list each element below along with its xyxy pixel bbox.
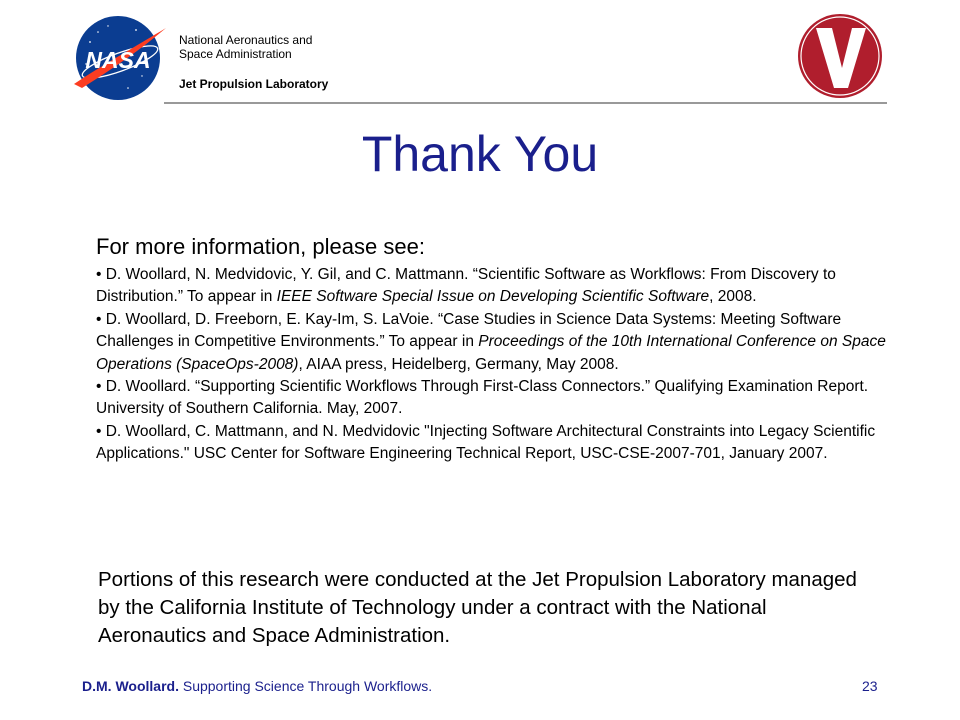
agency-name xyxy=(179,33,312,61)
reference-text: • D. Woollard, N. Medvidovic, Y. Gil, and C. Mattmann. “Scientific Software as Workflows: From Discovery to Distribution.” To appear in xyxy=(96,266,836,306)
footer-author: D.M. Woollard. xyxy=(82,678,179,694)
footer xyxy=(82,678,432,694)
slide-title: Thank You xyxy=(361,126,599,182)
reference-item xyxy=(96,421,886,466)
agency-line-1: National Aeronautics and xyxy=(179,33,313,47)
reference-item xyxy=(96,376,886,421)
agency-line-2: Space Administration xyxy=(179,47,292,61)
reference-text-end: , AIAA press, Heidelberg, Germany, May 2008. xyxy=(298,355,619,373)
reference-item xyxy=(96,309,886,376)
page-number: 23 xyxy=(862,678,878,694)
reference-text-end: , 2008. xyxy=(709,288,757,306)
references-section xyxy=(96,232,886,466)
reference-item xyxy=(96,264,886,309)
reference-text: • D. Woollard. “Supporting Scientific Workflows Through First-Class Connectors.” Qualifying Examination Report. University of Southern California. May, 2007. xyxy=(96,378,869,418)
footer-subtitle: Supporting Science Through Workflows. xyxy=(178,678,433,694)
v-logo xyxy=(796,12,884,100)
acknowledgement-text: Portions of this research were conducted at the Jet Propulsion Laboratory managed by the California Institute of Technology under a contract with the National Aeronautics and Space Administration. xyxy=(98,568,857,647)
reference-venue: IEEE Software Special Issue on Developing Scientific Software xyxy=(276,288,710,306)
reference-venue: Proceedings of the 10th International Conference on Space Operations (SpaceOps-2008) xyxy=(96,333,886,373)
lab-name: Jet Propulsion Laboratory xyxy=(179,77,329,91)
reference-text: • D. Woollard, D. Freeborn, E. Kay-Im, S. LaVoie. “Case Studies in Science Data Systems: Meeting Software Challenges in Competitive Environments.” To appear in xyxy=(96,310,842,351)
reference-text: • D. Woollard, C. Mattmann, and N. Medvidovic "Injecting Software Architectural Constraints into Legacy Scientific Applications." USC Center for Software Engineering Technical Report, USC-CSE-2007-701, January 2007. xyxy=(96,422,876,463)
nasa-logo xyxy=(68,12,168,104)
references-heading: For more information, please see: xyxy=(96,234,425,259)
nasa-logo-text: NASA xyxy=(85,47,151,73)
header-divider xyxy=(164,102,887,104)
